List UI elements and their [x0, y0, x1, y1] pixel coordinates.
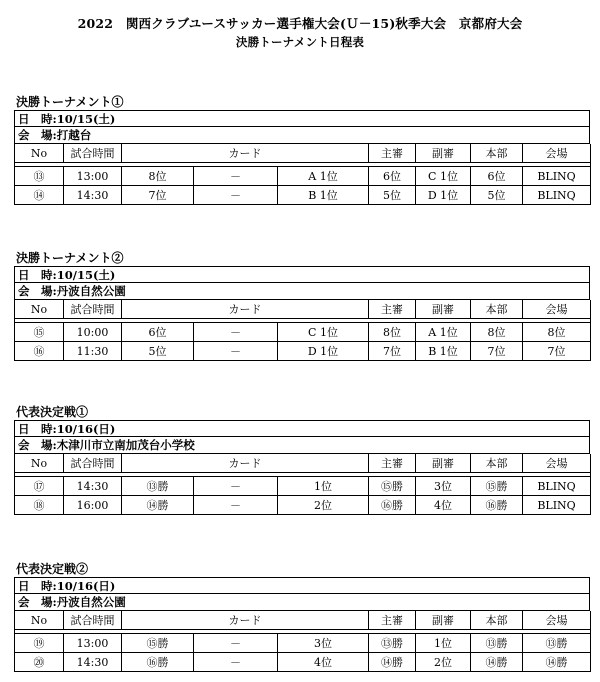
schedule-table [14, 144, 591, 205]
schedule-section [14, 561, 590, 672]
cell-hq: 7位 [471, 342, 523, 361]
cell-team-b: 2位 [278, 496, 369, 515]
date-value: 10/15(土) [56, 268, 116, 282]
cell-team-b: A 1位 [278, 167, 369, 186]
table-row [15, 342, 591, 361]
header-time: 試合時間 [64, 454, 122, 473]
header-sub-referee: 副審 [416, 300, 471, 319]
cell-versus: － [194, 496, 278, 515]
cell-sub-referee: 1位 [416, 634, 471, 653]
header-hq: 本部 [471, 454, 523, 473]
date-label: 日 時: [18, 268, 57, 282]
header-referee: 主審 [369, 144, 416, 163]
cell-no: ⑭ [15, 186, 64, 205]
cell-referee: ⑭勝 [369, 653, 416, 672]
cell-versus: － [194, 167, 278, 186]
venue-value: 打越台 [56, 128, 92, 142]
header-sub-referee: 副審 [416, 144, 471, 163]
header-venue: 会場 [523, 454, 591, 473]
page-subtitle: 決勝トーナメント日程表 [235, 35, 365, 49]
schedule-section [14, 250, 590, 361]
cell-time: 14:30 [64, 477, 122, 496]
cell-team-b: B 1位 [278, 186, 369, 205]
cell-sub-referee: D 1位 [416, 186, 471, 205]
cell-team-b: C 1位 [278, 323, 369, 342]
cell-no: ⑯ [15, 342, 64, 361]
cell-versus: － [194, 342, 278, 361]
section-heading: 決勝トーナメント② [16, 251, 124, 265]
header-time: 試合時間 [64, 611, 122, 630]
table-header-row [15, 144, 591, 163]
date-row [14, 110, 590, 127]
cell-venue: BLINQ [523, 477, 591, 496]
cell-team-a: 7位 [122, 186, 194, 205]
cell-referee: ⑬勝 [369, 634, 416, 653]
cell-team-a: 5位 [122, 342, 194, 361]
table-header-row [15, 300, 591, 319]
cell-sub-referee: C 1位 [416, 167, 471, 186]
cell-no: ⑳ [15, 653, 64, 672]
cell-venue: ⑬勝 [523, 634, 591, 653]
schedule-table [14, 454, 591, 515]
cell-time: 14:30 [64, 186, 122, 205]
cell-time: 14:30 [64, 653, 122, 672]
cell-time: 16:00 [64, 496, 122, 515]
cell-team-a: 8位 [122, 167, 194, 186]
cell-versus: － [194, 186, 278, 205]
date-value: 10/16(日) [56, 422, 116, 436]
header-time: 試合時間 [64, 144, 122, 163]
table-header-row [15, 454, 591, 473]
cell-versus: － [194, 323, 278, 342]
header-sub-referee: 副審 [416, 611, 471, 630]
table-row [15, 323, 591, 342]
cell-team-a: ⑯勝 [122, 653, 194, 672]
venue-row [14, 127, 590, 144]
cell-hq: 8位 [471, 323, 523, 342]
cell-referee: 7位 [369, 342, 416, 361]
cell-referee: 6位 [369, 167, 416, 186]
header-time: 試合時間 [64, 300, 122, 319]
cell-venue: ⑭勝 [523, 653, 591, 672]
header-no: No [15, 300, 64, 319]
schedule-section [14, 404, 590, 515]
date-value: 10/15(土) [56, 112, 116, 126]
venue-label: 会 場: [18, 128, 57, 142]
header-referee: 主審 [369, 611, 416, 630]
cell-referee: ⑮勝 [369, 477, 416, 496]
table-row [15, 653, 591, 672]
header-hq: 本部 [471, 300, 523, 319]
cell-versus: － [194, 634, 278, 653]
cell-no: ⑰ [15, 477, 64, 496]
cell-hq: ⑬勝 [471, 634, 523, 653]
page-title: 2022 関西クラブユースサッカー選手権大会(Ｕ－15)秋季大会 京都府大会 [77, 16, 523, 31]
cell-team-a: 6位 [122, 323, 194, 342]
header-hq: 本部 [471, 611, 523, 630]
cell-versus: － [194, 477, 278, 496]
cell-versus: － [194, 653, 278, 672]
section-heading: 代表決定戦① [16, 405, 89, 419]
cell-venue: BLINQ [523, 186, 591, 205]
header-card: カード [122, 300, 369, 319]
venue-row [14, 283, 590, 300]
date-value: 10/16(日) [56, 579, 116, 593]
cell-sub-referee: B 1位 [416, 342, 471, 361]
venue-value: 丹波自然公園 [56, 595, 126, 609]
cell-hq: 6位 [471, 167, 523, 186]
venue-value: 丹波自然公園 [56, 284, 126, 298]
header-card: カード [122, 144, 369, 163]
cell-no: ⑱ [15, 496, 64, 515]
venue-value: 木津川市立南加茂台小学校 [56, 438, 195, 452]
cell-sub-referee: 3位 [416, 477, 471, 496]
cell-hq: ⑮勝 [471, 477, 523, 496]
header-no: No [15, 454, 64, 473]
section-heading: 代表決定戦② [16, 562, 89, 576]
cell-team-b: 1位 [278, 477, 369, 496]
header-card: カード [122, 611, 369, 630]
date-label: 日 時: [18, 579, 57, 593]
header-no: No [15, 144, 64, 163]
header-hq: 本部 [471, 144, 523, 163]
date-label: 日 時: [18, 112, 57, 126]
venue-row [14, 594, 590, 611]
cell-team-a: ⑮勝 [122, 634, 194, 653]
cell-hq: ⑯勝 [471, 496, 523, 515]
venue-label: 会 場: [18, 595, 57, 609]
cell-no: ⑮ [15, 323, 64, 342]
header-card: カード [122, 454, 369, 473]
header-sub-referee: 副審 [416, 454, 471, 473]
table-header-row [15, 611, 591, 630]
table-row [15, 186, 591, 205]
table-row [15, 634, 591, 653]
header-venue: 会場 [523, 300, 591, 319]
venue-label: 会 場: [18, 438, 57, 452]
cell-time: 13:00 [64, 167, 122, 186]
cell-team-a: ⑭勝 [122, 496, 194, 515]
date-row [14, 266, 590, 283]
schedule-table [14, 300, 591, 361]
venue-label: 会 場: [18, 284, 57, 298]
cell-time: 13:00 [64, 634, 122, 653]
cell-time: 10:00 [64, 323, 122, 342]
table-row [15, 496, 591, 515]
cell-venue: BLINQ [523, 167, 591, 186]
cell-team-b: 4位 [278, 653, 369, 672]
date-row [14, 420, 590, 437]
cell-hq: 5位 [471, 186, 523, 205]
header-referee: 主審 [369, 454, 416, 473]
cell-sub-referee: 4位 [416, 496, 471, 515]
date-label: 日 時: [18, 422, 57, 436]
cell-team-b: 3位 [278, 634, 369, 653]
schedule-table [14, 611, 591, 672]
header-venue: 会場 [523, 144, 591, 163]
cell-no: ⑲ [15, 634, 64, 653]
cell-time: 11:30 [64, 342, 122, 361]
cell-no: ⑬ [15, 167, 64, 186]
section-heading: 決勝トーナメント① [16, 95, 124, 109]
table-row [15, 167, 591, 186]
schedule-section [14, 94, 590, 205]
cell-referee: 8位 [369, 323, 416, 342]
cell-venue: BLINQ [523, 496, 591, 515]
cell-hq: ⑭勝 [471, 653, 523, 672]
cell-team-b: D 1位 [278, 342, 369, 361]
table-row [15, 477, 591, 496]
header-no: No [15, 611, 64, 630]
cell-referee: 5位 [369, 186, 416, 205]
cell-team-a: ⑬勝 [122, 477, 194, 496]
cell-sub-referee: A 1位 [416, 323, 471, 342]
venue-row [14, 437, 590, 454]
header-venue: 会場 [523, 611, 591, 630]
cell-venue: 7位 [523, 342, 591, 361]
cell-sub-referee: 2位 [416, 653, 471, 672]
cell-referee: ⑯勝 [369, 496, 416, 515]
date-row [14, 577, 590, 594]
header-referee: 主審 [369, 300, 416, 319]
cell-venue: 8位 [523, 323, 591, 342]
